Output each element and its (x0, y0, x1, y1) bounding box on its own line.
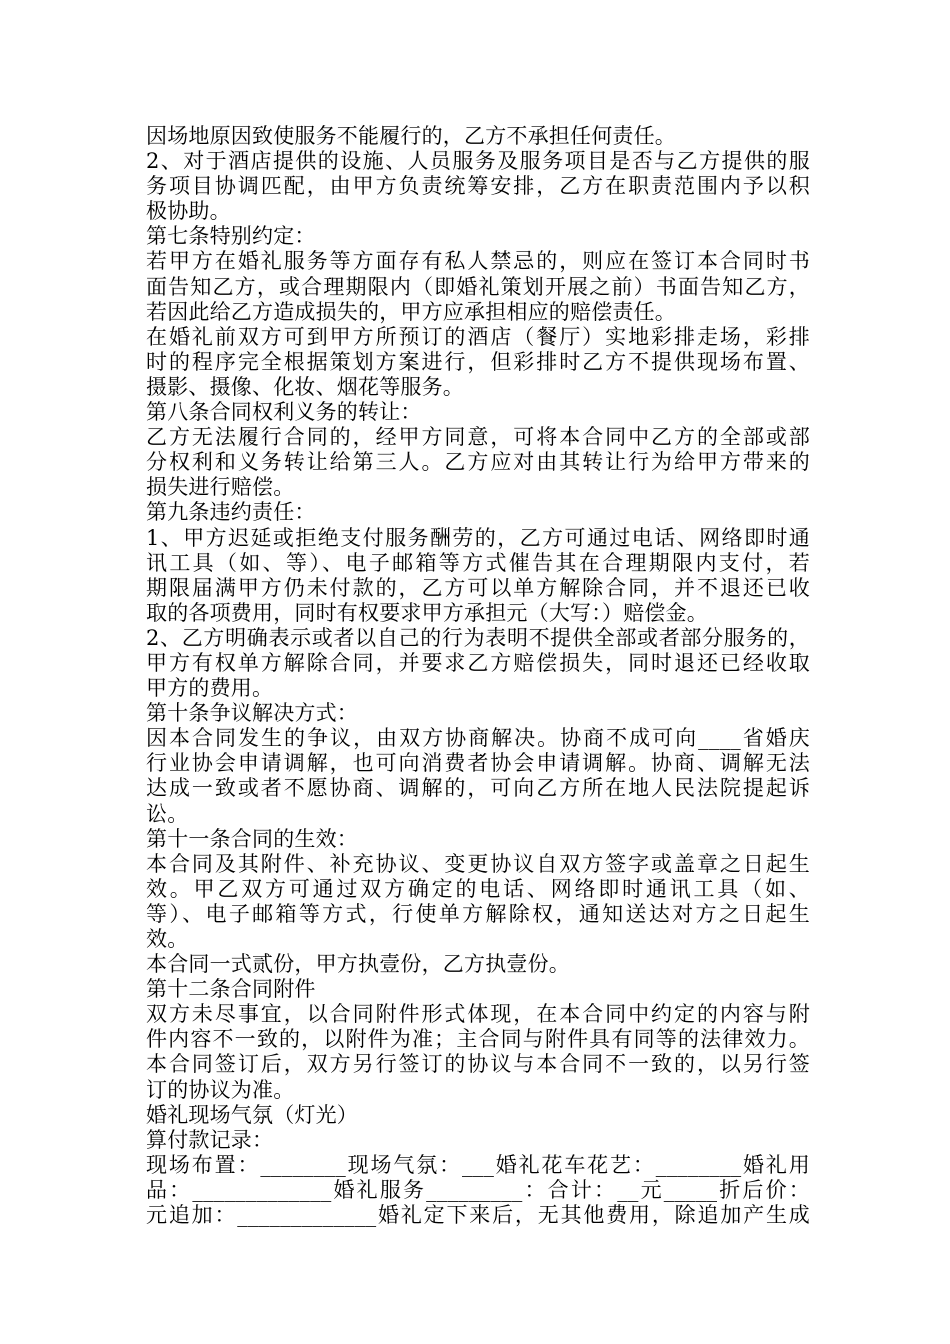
text-line: 若因此给乙方造成损失的，甲方应承担相应的赔偿责任。 (146, 299, 676, 324)
text-line: 婚礼现场气氛（灯光） (146, 1102, 358, 1127)
text-line: 因本合同发生的争议，由双方协商解决。协商不成可向____省婚庆 (146, 726, 810, 751)
text-line: 务项目协调匹配，由甲方负责统筹安排，乙方在职责范围内予以积 (146, 174, 810, 199)
text-line: 第九条违约责任： (146, 500, 316, 525)
text-line: 第七条特别约定： (146, 224, 316, 249)
text-line: 在婚礼前双方可到甲方所预订的酒店（餐厅）实地彩排走场，彩排 (146, 324, 810, 349)
text-line: 摄影、摄像、化妆、烟花等服务。 (146, 374, 464, 399)
text-line: 等）、电子邮箱等方式，行使单方解除权，通知送达对方之日起生 (146, 901, 810, 926)
contract-text-body (146, 124, 810, 1228)
text-line: 本合同签订后，双方另行签订的协议与本合同不一致的，以另行签 (146, 1052, 810, 1077)
text-line: 讯工具（如、等）、电子邮箱等方式催告其在合理期限内支付，若 (146, 550, 810, 575)
text-line: 件内容不一致的，以附件为准；主合同与附件具有同等的法律效力。 (146, 1027, 810, 1052)
text-line: 第十条争议解决方式： (146, 701, 358, 726)
text-line: 效。 (146, 927, 189, 951)
text-line: 效。甲乙双方可通过双方确定的电话、网络即时通讯工具（如、 (146, 876, 810, 901)
text-line: 面告知乙方，或合理期限内（即婚礼策划开展之前）书面告知乙方， (146, 274, 810, 299)
text-line: 分权利和义务转让给第三人。乙方应对由其转让行为给甲方带来的 (146, 450, 810, 475)
text-line: 元追加：_____________婚礼定下来后，无其他费用，除追加产生成 (146, 1203, 810, 1228)
text-line: 双方未尽事宜，以合同附件形式体现，在本合同中约定的内容与附 (146, 1002, 810, 1027)
text-line: 行业协会申请调解，也可向消费者协会申请调解。协商、调解无法 (146, 751, 810, 776)
text-line: 损失进行赔偿。 (146, 475, 295, 500)
text-line: 第十二条合同附件 (146, 977, 316, 1002)
text-line: 时的程序完全根据策划方案进行，但彩排时乙方不提供现场布置、 (146, 349, 810, 374)
text-line: 若甲方在婚礼服务等方面存有私人禁忌的，则应在签订本合同时书 (146, 249, 810, 274)
text-line: 本合同及其附件、补充协议、变更协议自双方签字或盖章之日起生 (146, 851, 810, 876)
text-line: 2、对于酒店提供的设施、人员服务及服务项目是否与乙方提供的服 (146, 149, 810, 174)
text-line: 第八条合同权利义务的转让： (146, 400, 422, 425)
text-line: 极协助。 (146, 199, 231, 224)
text-line: 本合同一式贰份，甲方执壹份，乙方执壹份。 (146, 952, 570, 977)
text-line: 品：_____________婚礼服务_________：合计：__元_____折后价： (146, 1177, 810, 1202)
text-line: 讼。 (146, 801, 189, 826)
text-line: 期限届满甲方仍未付款的，乙方可以单方解除合同，并不退还已收 (146, 575, 810, 600)
text-line: 因场地原因致使服务不能履行的，乙方不承担任何责任。 (146, 124, 676, 148)
text-line: 现场布置：________现场气氛：___婚礼花车花艺：________婚礼用 (146, 1152, 810, 1177)
text-line: 订的协议为准。 (146, 1077, 295, 1102)
text-line: 甲方的费用。 (146, 676, 274, 701)
text-line: 乙方无法履行合同的，经甲方同意，可将本合同中乙方的全部或部 (146, 425, 810, 450)
text-line: 第十一条合同的生效： (146, 826, 358, 851)
text-line: 算付款记录： (146, 1127, 274, 1152)
text-line: 达成一致或者不愿协商、调解的，可向乙方所在地人民法院提起诉 (146, 776, 810, 801)
text-line: 2、乙方明确表示或者以自己的行为表明不提供全部或者部分服务的， (146, 625, 810, 650)
text-line: 1、甲方迟延或拒绝支付服务酬劳的，乙方可通过电话、网络即时通 (146, 525, 810, 550)
text-line: 取的各项费用，同时有权要求甲方承担元（大写：）赔偿金。 (146, 600, 708, 625)
text-line: 甲方有权单方解除合同，并要求乙方赔偿损失，同时退还已经收取 (146, 650, 810, 675)
